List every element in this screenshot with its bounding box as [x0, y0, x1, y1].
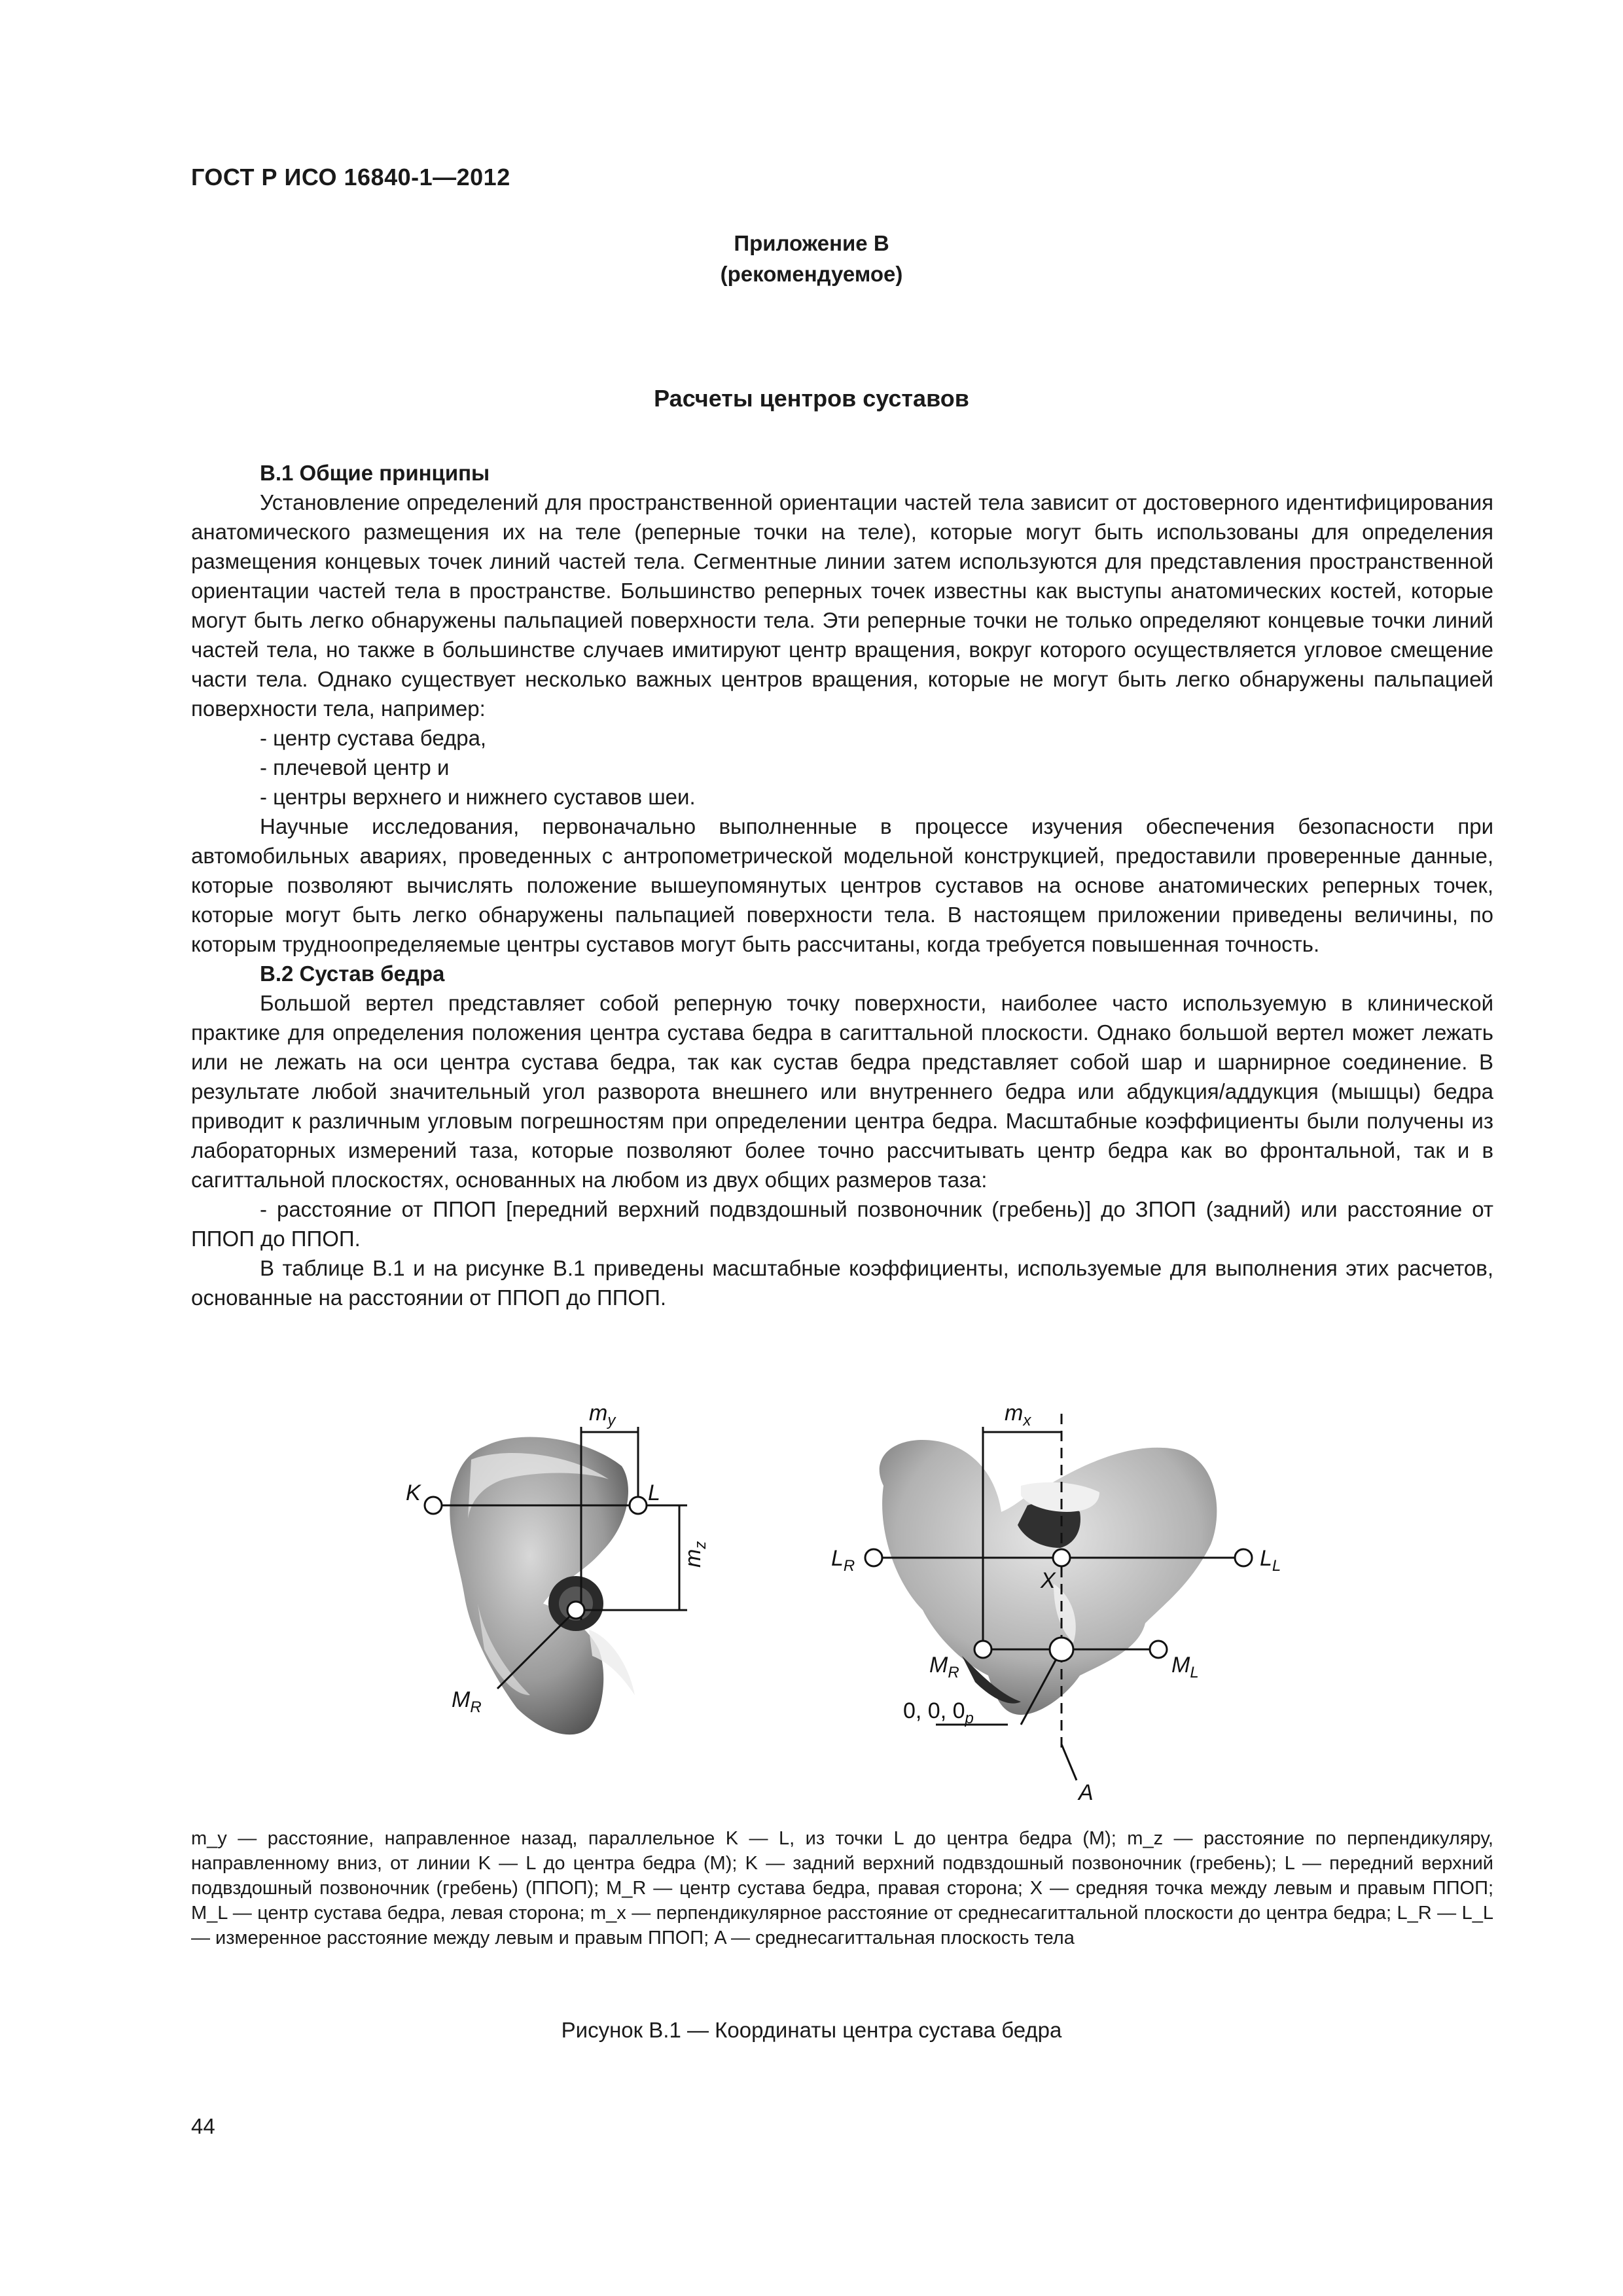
- point-origin: [1050, 1638, 1073, 1661]
- section-title: Расчеты центров суставов: [654, 385, 969, 412]
- body-text: [191, 458, 1493, 1312]
- heading-b2: В.2 Сустав бедра: [260, 961, 445, 986]
- label-a: A: [1079, 1780, 1094, 1800]
- list-item: - центры верхнего и нижнего суставов шеи.: [260, 785, 696, 809]
- figure-legend: m_y — расстояние, направленное назад, параллельное K — L, из точки L до центра бедра (M); m_z — расстояние по перпендикуляру, направленному вниз, от линии K — L до центра бедра (M); K — задний верхний подвздошный позвоночник (гребень); L — передний верхний подвздошный позвоночник (гребень) (ППОП); M_R — центр сустава бедра, правая сторона; X — средняя точка между левым и правым ППОП; M_L — центр сустава бедра, левая сторона; m_x — перпендикулярное расстояние от среднесагиттальной плоскости до центра бедра; L_R — L_L — измеренное расстояние между левым и правым ППОП; A — среднесагиттальная плоскость тела: [191, 1828, 1493, 1948]
- label-mz: $m_z$: [681, 1541, 709, 1568]
- list-item: - плечевой центр и: [260, 755, 450, 780]
- point-l: [630, 1497, 647, 1514]
- label-lr: $L_R$: [831, 1546, 855, 1575]
- paragraph-b2-1: Большой вертел представляет собой реперную точку поверхности, наиболее часто используемую в клинической практике для определения положения центра сустава бедра в сагиттальной плоскости. Однако большой вертел может лежать или не лежать на оси центра сустава бедра, так как сустав бедра представляет собой шар и шарнирное соединение. В результате любой значительный угол разворота внешнего или внутреннего бедра или абдукция/аддукция (мышцы) бедра приводит к различным угловым погрешностям при определении центра бедра. Масштабные коэффициенты были получены из лабораторных измерений таза, которые позволяют более точно рассчитывать центр бедра как во фронтальной, так и в сагиттальной плоскостях, основанных на любом из двух общих размеров таза:: [191, 991, 1493, 1192]
- label-my: $m_y$: [589, 1401, 616, 1429]
- label-mr: $M_R$: [452, 1687, 482, 1716]
- document-code-header: ГОСТ Р ИСО 16840-1—2012: [191, 164, 510, 190]
- label-k: K: [406, 1480, 421, 1505]
- figure-hip-joint: [373, 1388, 1329, 1800]
- point-mr-frontal: [974, 1641, 991, 1658]
- page-number: 44: [191, 2114, 215, 2138]
- label-x: X: [1041, 1568, 1056, 1593]
- appendix-title: Приложение В: [734, 231, 889, 255]
- label-mr-frontal: $M_R$: [929, 1653, 959, 1681]
- point-x: [1053, 1549, 1070, 1566]
- list-item: - центр сустава бедра,: [260, 726, 487, 750]
- label-mx: $m_x$: [1005, 1401, 1031, 1429]
- point-ml: [1150, 1641, 1167, 1658]
- paragraph-b2-2: В таблице В.1 и на рисунке В.1 приведены масштабные коэффициенты, используемые для выполнения этих расчетов, основанные на расстоянии от ППОП до ППОП.: [191, 1256, 1493, 1310]
- appendix-type: (рекомендуемое): [720, 262, 903, 286]
- point-ll: [1235, 1549, 1252, 1566]
- label-l: L: [648, 1480, 660, 1505]
- label-ml: $M_L$: [1171, 1653, 1199, 1681]
- point-lr: [865, 1549, 882, 1566]
- point-k: [425, 1497, 442, 1514]
- heading-b1: В.1 Общие принципы: [260, 461, 490, 485]
- label-ll: $L_L$: [1260, 1546, 1281, 1575]
- paragraph-b1-1: Установление определений для пространственной ориентации частей тела зависит от достоверного идентифицирования анатомического размещения их на теле (реперные точки на теле), которые могут быть использованы для определения размещения концевых точек линий частей тела. Сегментные линии затем используются для представления пространственной ориентации частей тела в пространстве. Большинство реперных точек известны как выступы анатомических костей, которые могут быть легко обнаружены пальпацией поверхности тела. Эти реперные точки не только определяют концевые точки линий частей тела, но также в большинстве случаев имитируют центр вращения, вокруг которого осуществляется угловое смещение части тела. Однако существует несколько важных центров вращения, которые не могут быть легко обнаружены пальпацией поверхности тела, например:: [191, 490, 1493, 721]
- figure-caption: Рисунок В.1 — Координаты центра сустава бедра: [561, 2018, 1062, 2042]
- pelvis-lateral-view: [450, 1437, 635, 1735]
- label-origin: 0, 0, $0_p$: [903, 1698, 974, 1727]
- list-item: - расстояние от ППОП [передний верхний подвздошный позвоночник (гребень)] до ЗПОП (задний) или расстояние от ППОП до ППОП.: [191, 1197, 1493, 1251]
- point-mr-lateral: [567, 1602, 584, 1619]
- paragraph-b1-2: Научные исследования, первоначально выполненные в процессе изучения обеспечения безопасности при автомобильных авариях, проведенных с антропометрической модельной конструкцией, предоставили проверенные данные, которые позволяют вычислять положение вышеупомянутых центров суставов на основе анатомических реперных точек, которые могут быть легко обнаружены пальпацией поверхности тела. В настоящем приложении приведены величины, по которым трудноопределяемые центры суставов могут быть рассчитаны, когда требуется повышенная точность.: [191, 814, 1493, 956]
